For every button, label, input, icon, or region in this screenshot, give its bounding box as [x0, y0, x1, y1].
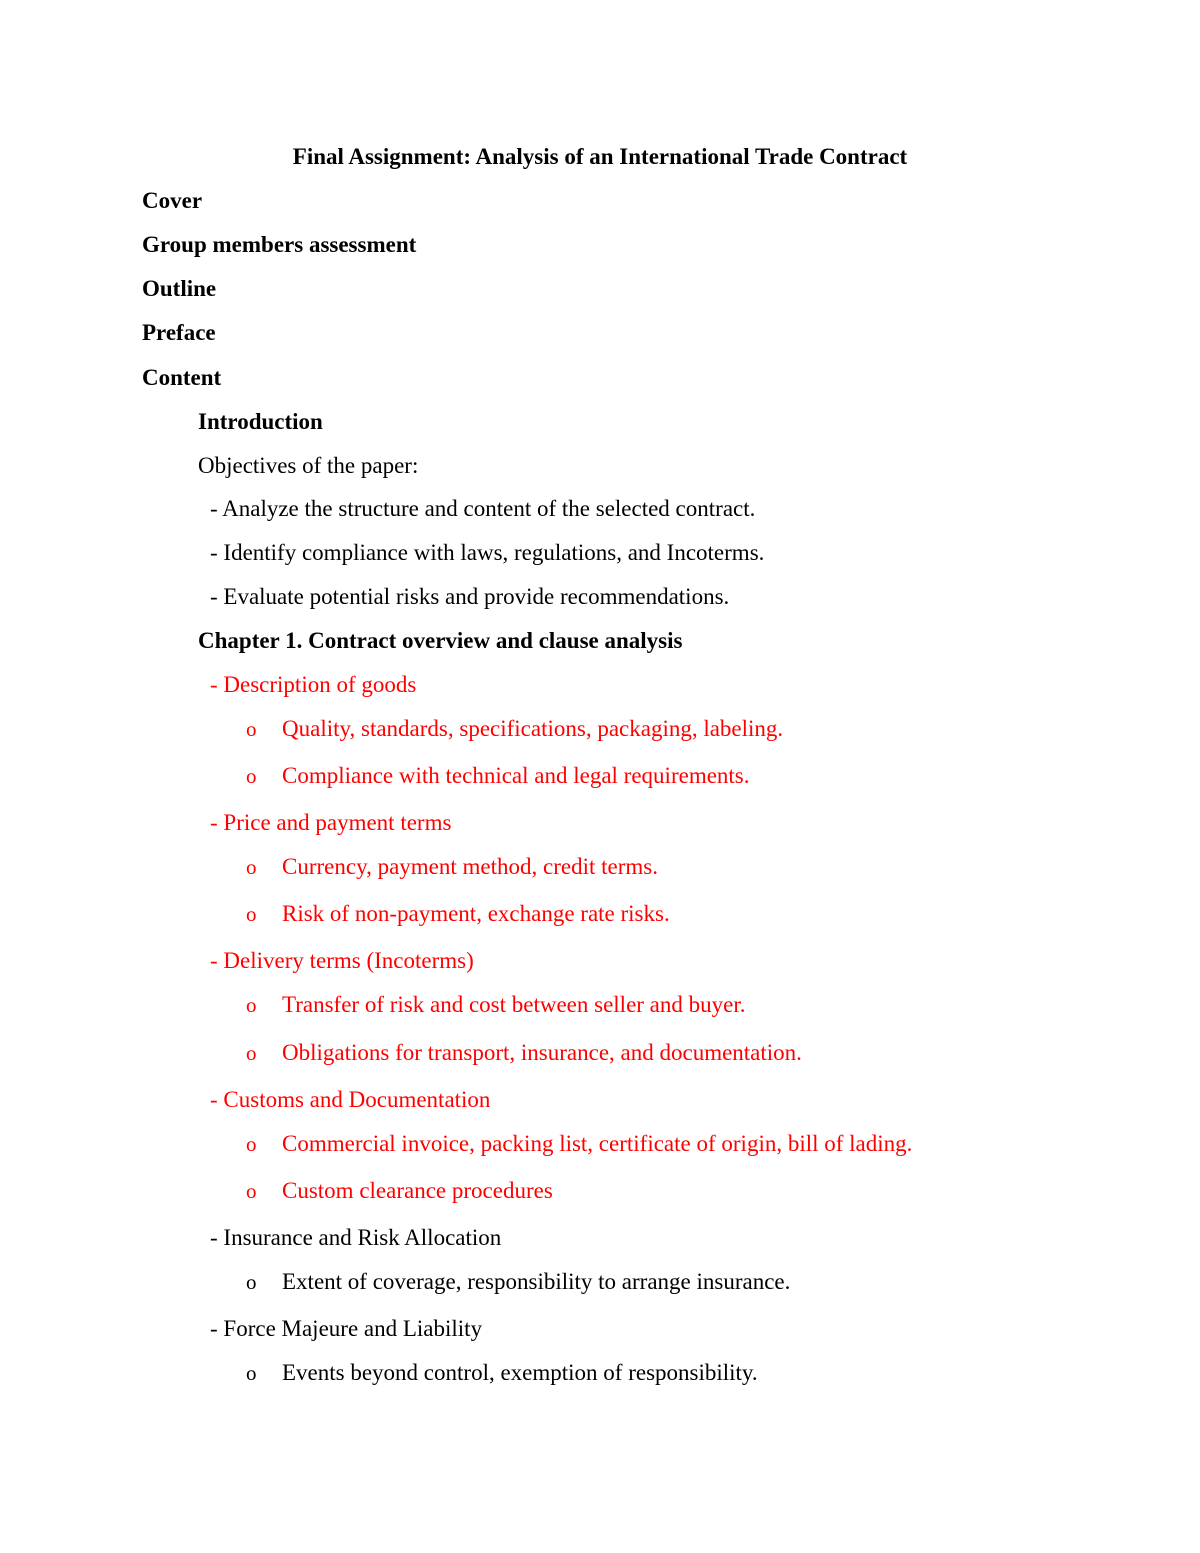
section-content: Content: [142, 365, 222, 390]
clause-insurance-and-risk-allocation: - Insurance and Risk Allocation: [210, 1225, 502, 1250]
clause-item: Risk of non-payment, exchange rate risks.: [282, 901, 670, 926]
bullet-icon: o: [246, 855, 257, 879]
clause-item: Obligations for transport, insurance, and documentation.: [282, 1040, 802, 1065]
bullet-icon: o: [246, 1132, 257, 1156]
clause-price-and-payment-terms: - Price and payment terms: [210, 810, 452, 835]
chapter1-heading: Chapter 1. Contract overview and clause analysis: [198, 628, 683, 653]
bullet-icon: o: [246, 993, 257, 1017]
section-outline: Outline: [142, 276, 217, 301]
clause-item: Currency, payment method, credit terms.: [282, 854, 658, 879]
clause-item: Quality, standards, specifications, packaging, labeling.: [282, 716, 784, 741]
objective-item: - Identify compliance with laws, regulations, and Incoterms.: [210, 540, 765, 565]
clause-delivery-terms: - Delivery terms (Incoterms): [210, 948, 474, 973]
bullet-icon: o: [246, 764, 257, 788]
bullet-icon: o: [246, 717, 257, 741]
bullet-icon: o: [246, 1041, 257, 1065]
bullet-icon: o: [246, 1361, 257, 1385]
clause-item: Extent of coverage, responsibility to arrange insurance.: [282, 1269, 791, 1294]
document-title: Final Assignment: Analysis of an International Trade Contract: [292, 144, 908, 169]
clause-customs-and-documentation: - Customs and Documentation: [210, 1087, 491, 1112]
objective-item: - Evaluate potential risks and provide recommendations.: [210, 584, 730, 609]
objective-item: - Analyze the structure and content of the selected contract.: [210, 496, 756, 521]
clause-item: Custom clearance procedures: [282, 1178, 553, 1203]
clause-item: Commercial invoice, packing list, certificate of origin, bill of lading.: [282, 1131, 913, 1156]
bullet-icon: o: [246, 902, 257, 926]
clause-item: Events beyond control, exemption of responsibility.: [282, 1360, 758, 1385]
section-preface: Preface: [142, 320, 216, 345]
clause-item: Transfer of risk and cost between seller and buyer.: [282, 992, 746, 1017]
objectives-label: Objectives of the paper:: [198, 453, 419, 478]
clause-description-of-goods: - Description of goods: [210, 672, 417, 697]
clause-item: Compliance with technical and legal requirements.: [282, 763, 750, 788]
bullet-icon: o: [246, 1270, 257, 1294]
section-group-members-assessment: Group members assessment: [142, 232, 417, 257]
clause-force-majeure-and-liability: - Force Majeure and Liability: [210, 1316, 483, 1341]
bullet-icon: o: [246, 1179, 257, 1203]
section-cover: Cover: [142, 188, 203, 213]
introduction-heading: Introduction: [198, 409, 323, 434]
